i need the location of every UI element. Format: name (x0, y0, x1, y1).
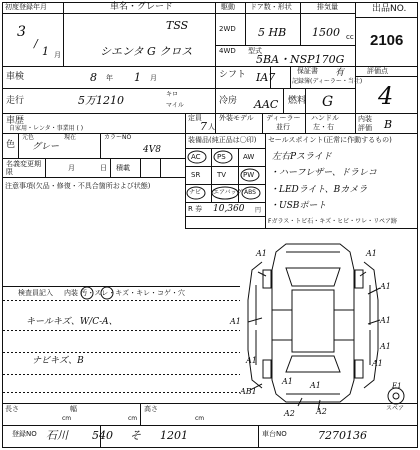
equip-aw: AW (243, 153, 255, 161)
colorno-value: 4V8 (143, 145, 161, 155)
reg-class: 540 (92, 429, 113, 442)
shaken-month: 1 (134, 71, 141, 84)
shift-value: IA7 (256, 71, 276, 84)
shift-label: シフト (219, 70, 247, 80)
displacement-value: 1500 (312, 26, 340, 39)
wheel-rear-left (263, 360, 271, 378)
equip-tv: TV (217, 171, 227, 179)
shaken-month-unit: 月 (150, 74, 157, 82)
fuel-value: G (322, 94, 334, 110)
color-label: 色 (6, 140, 16, 150)
mark-13: A2 (284, 409, 295, 418)
mileage-label: 走行 (6, 96, 25, 106)
ac-label: 冷房 (219, 96, 238, 106)
model-type-label: 型式 (248, 47, 262, 55)
car-right-side (364, 262, 378, 388)
color-value: グレー (32, 142, 60, 152)
mark-8: A1 (282, 377, 293, 386)
capacity-value: 7 (200, 120, 207, 133)
loaded-label: 積載 (116, 164, 130, 172)
reg-no-label: 登録NO (12, 430, 37, 438)
r-value: 10,360 (213, 204, 245, 214)
mark-7: A1 (372, 359, 383, 368)
shaken-year: 8 (90, 71, 97, 84)
equip-abs: ABS (244, 189, 256, 196)
current-color-label: 現在 (64, 134, 77, 141)
r-unit: 円 (255, 207, 262, 214)
mark-11: AB1 (240, 387, 257, 396)
equip-airbag: エアバッグ (213, 189, 243, 196)
equip-ac: AC (191, 153, 201, 161)
first-registration-label: 初度登録年月 (5, 3, 47, 11)
reg-number: 1201 (160, 429, 188, 442)
spare-label: スペア (386, 405, 405, 412)
warranty-value: 有 (335, 68, 345, 78)
mark-2: A1 (366, 249, 377, 258)
mark-5: A1 (380, 316, 391, 325)
colorno-label: カラーNO (104, 134, 132, 141)
r-label: R 券 (188, 205, 203, 213)
listing-no: 2106 (370, 32, 404, 49)
mark-10: A1 (246, 356, 257, 365)
warranty-sub: 記録簿(ディーラー・当社) (292, 78, 363, 85)
equip-sr: SR (191, 171, 201, 179)
interior-value: B (384, 118, 393, 131)
mark-9: A1 (310, 381, 321, 390)
model-name: シエンタ G クロス (100, 45, 193, 58)
reg-kana: そ (130, 429, 141, 442)
car-rear-glass (286, 356, 340, 372)
notes-label: 注意事項(欠品・修復・不具合箇所および状態) (5, 182, 151, 190)
mark-6: A1 (380, 342, 391, 351)
reg-area: 石川 (46, 429, 68, 442)
name-change-day: 日 (100, 164, 107, 172)
model-code: 5BA・NSP170G (256, 53, 345, 66)
displacement-label: 排気量 (317, 3, 338, 11)
inspector-check-items: 内装 汚・スレ・キズ・キレ・コゲ・穴 (64, 289, 186, 297)
car-left-side (248, 262, 262, 388)
chassis-label: 車台NO (262, 430, 287, 438)
mark-3: A1 (380, 282, 391, 291)
cc-unit: cc (346, 33, 354, 41)
drive-2wd: 2WD (219, 25, 236, 33)
drive-label: 駆動 (221, 3, 235, 11)
ac-value: AAC (254, 98, 279, 111)
wheel-rear-right (355, 360, 363, 378)
interior-label: 内装評価 (358, 115, 372, 132)
shaken-year-unit: 年 (106, 74, 113, 82)
score-label: 評価点 (367, 67, 388, 75)
height-unit: cm (195, 415, 205, 422)
mark-12: A2 (316, 407, 327, 416)
inspector-label: 検査員記入 (18, 289, 53, 297)
wheel-front-right (355, 270, 363, 288)
f-glass-label: Fガラス・トビ石・キズ・ヒビ・ワレ・リペア跡 (268, 218, 398, 225)
km-unit: キロ (166, 91, 179, 98)
grade-top: TSS (166, 19, 189, 32)
ext-model-label: 外装モデル (219, 114, 254, 122)
dealer-label: ディーラー (266, 114, 301, 122)
sales-point-1: 左右Pスライド (272, 152, 332, 162)
equip-pw: PW (243, 171, 255, 179)
length-label: 長さ (5, 405, 19, 413)
doors-label: ドア数・形状 (250, 3, 292, 11)
inspector-line-2: ナビキズ、B (32, 356, 84, 366)
mark-4: A1 (230, 317, 241, 326)
equip-navi: ナビ (189, 189, 202, 196)
listing-no-label: 出品NO. (372, 4, 407, 14)
sales-point-4: ・USBポート (270, 201, 327, 211)
usage-label: 車歴 (6, 116, 25, 126)
width-unit: cm (128, 415, 138, 422)
height-label: 高さ (144, 405, 158, 413)
name-change-label: 名義変更期限 (6, 160, 41, 176)
handle-value: 左・右 (313, 123, 334, 131)
dealer-value: 並行 (276, 123, 290, 131)
drive-4wd: 4WD (219, 47, 236, 55)
width-label: 幅 (70, 405, 77, 413)
reg-month: 1 (42, 45, 49, 58)
shaken-label: 車検 (6, 72, 25, 82)
reg-month-unit: 月 (54, 51, 61, 59)
inspector-line-1: キールキズ、W/C-A、 (26, 317, 118, 327)
doors-value: 5 HB (258, 26, 287, 39)
sales-points-title: セールスポイント(正常に作動するもの) (268, 136, 392, 144)
score-value: 4 (378, 82, 394, 110)
wheel-front-left (263, 270, 271, 288)
capacity-unit: 人 (208, 123, 215, 131)
mileage-value: 5万1210 (78, 94, 124, 107)
capacity-label: 定員 (188, 114, 202, 122)
warranty-label: 保証書 (297, 67, 318, 75)
equipment-title: 装備品(純正品は〇印) (188, 136, 257, 144)
reg-slash: / (34, 37, 38, 50)
reg-year: 3 (17, 24, 26, 40)
car-windshield (286, 268, 340, 286)
chassis-value: 7270136 (318, 429, 367, 442)
equip-ps: PS (217, 153, 226, 161)
usage-sub: 自家用・レンタ・事業用 ( ) (9, 125, 84, 132)
sales-point-3: ・LEDライト、Bカメラ (270, 185, 368, 195)
sales-point-2: ・ハーフレザー、ドラレコ (270, 168, 377, 178)
fuel-label: 燃料 (288, 96, 307, 106)
mark-14: E1 (392, 382, 402, 390)
spare-tire (388, 388, 404, 404)
mark-1: A1 (256, 249, 267, 258)
model-grade-label: 車名・グレード (110, 2, 174, 12)
mile-unit: マイル (166, 102, 184, 109)
name-change-month: 月 (68, 164, 75, 172)
car-roof (292, 290, 334, 352)
handle-label: ハンドル (311, 114, 339, 122)
color-orig-label: 元色 (22, 134, 35, 141)
length-unit: cm (62, 415, 72, 422)
